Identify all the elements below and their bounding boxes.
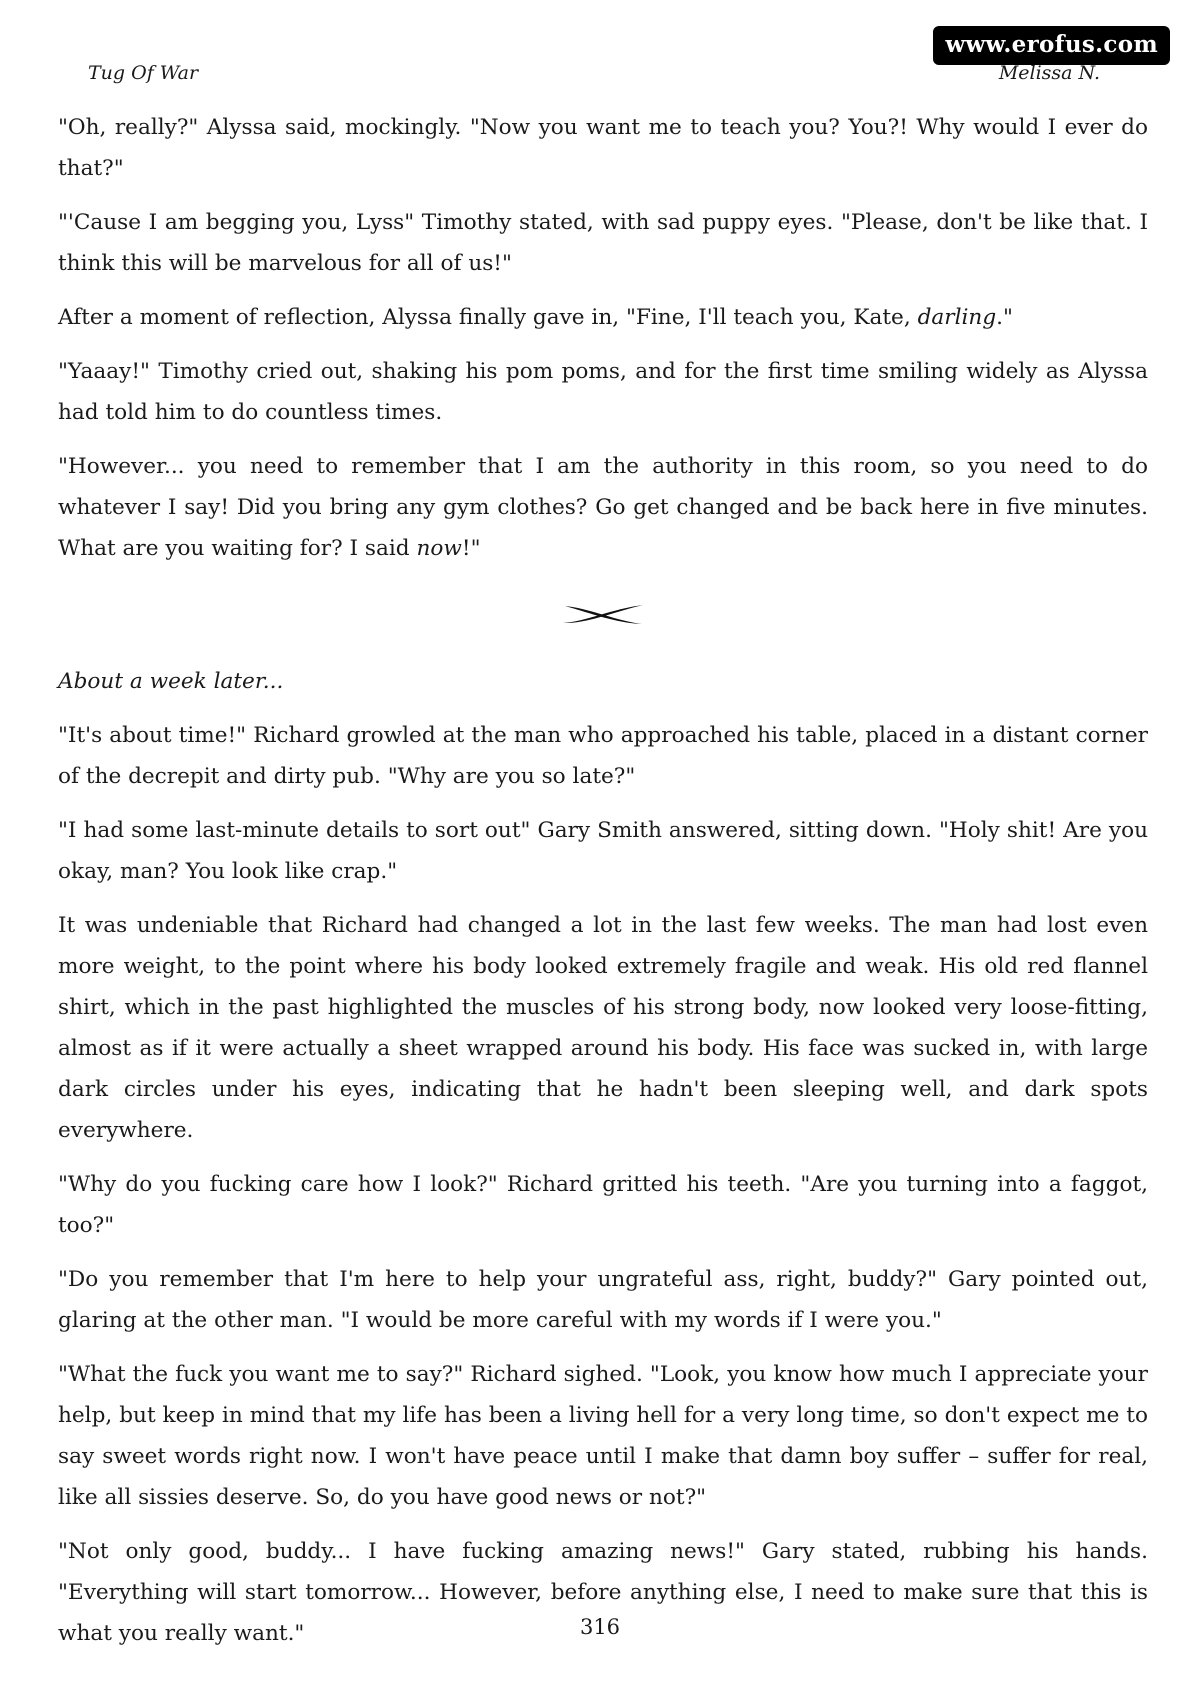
- ornament-divider-icon: [562, 602, 644, 628]
- paragraph-text: After a moment of reflection, Alyssa finally gave in, "Fine, I'll teach you, Kate,: [58, 305, 918, 330]
- paragraph-text: .": [996, 305, 1013, 330]
- paragraph: "Do you remember that I'm here to help your ungrateful ass, right, buddy?" Gary pointed out, glaring at the other man. "I would be more careful with my words if I were you.": [58, 1267, 1148, 1333]
- paragraph-text: "However... you need to remember that I am the authority in this room, so you need to do whatever I say! Did you bring any gym clothes? Go get changed and be back here in five minutes. What are you waiting for? I said: [58, 454, 1148, 561]
- watermark: www.erofus.com: [933, 26, 1170, 65]
- paragraph: It was undeniable that Richard had changed a lot in the last few weeks. The man had lost even more weight, to the point where his body looked extremely fragile and weak. His old red flannel shirt, which in the past highlighted the muscles of his strong body, now looked very loose-fitting, almost as if it were actually a sheet wrapped around his body. His face was sucked in, with large dark circles under his eyes, indicating that he hadn't been sleeping well, and dark spots everywhere.: [58, 913, 1148, 1143]
- page-number: 316: [579, 1615, 621, 1639]
- emphasis-text: now: [416, 536, 462, 561]
- running-header: [88, 62, 1100, 92]
- paragraph: "Why do you fucking care how I look?" Richard gritted his teeth. "Are you turning into a faggot, too?": [58, 1172, 1148, 1238]
- paragraph: "It's about time!" Richard growled at the man who approached his table, placed in a distant corner of the decrepit and dirty pub. "Why are you so late?": [58, 723, 1148, 789]
- paragraph: [58, 446, 1148, 569]
- paragraph: "Yaaay!" Timothy cried out, shaking his pom poms, and for the first time smiling widely as Alyssa had told him to do countless times.: [58, 359, 1148, 425]
- page-body: [58, 107, 1148, 1654]
- scene-heading: About a week later...: [58, 669, 284, 694]
- paragraph: [58, 297, 1148, 338]
- book-title: Tug Of War: [88, 62, 199, 84]
- paragraph: "'Cause I am begging you, Lyss" Timothy stated, with sad puppy eyes. "Please, don't be like that. I think this will be marvelous for all of us!": [58, 210, 1148, 276]
- paragraph: "Not only good, buddy... I have fucking amazing news!" Gary stated, rubbing his hands. "Everything will start tomorrow... However, before anything else, I need to make sure that this is what you really want.": [58, 1539, 1148, 1646]
- scene-divider: [58, 569, 1148, 661]
- emphasis-text: darling: [917, 305, 997, 330]
- paragraph-text: !": [461, 536, 481, 561]
- paragraph: "What the fuck you want me to say?" Richard sighed. "Look, you know how much I appreciate your help, but keep in mind that my life has been a living hell for a very long time, so don't expect me to say sweet words right now. I won't have peace until I make that damn boy suffer – suffer for real, like all sissies deserve. So, do you have good news or not?": [58, 1362, 1148, 1510]
- paragraph: "I had some last-minute details to sort out" Gary Smith answered, sitting down. "Holy shit! Are you okay, man? You look like crap.": [58, 818, 1148, 884]
- author-name: Melissa N.: [998, 62, 1100, 84]
- paragraph: "Oh, really?" Alyssa said, mockingly. "Now you want me to teach you? You?! Why would I ever do that?": [58, 115, 1148, 181]
